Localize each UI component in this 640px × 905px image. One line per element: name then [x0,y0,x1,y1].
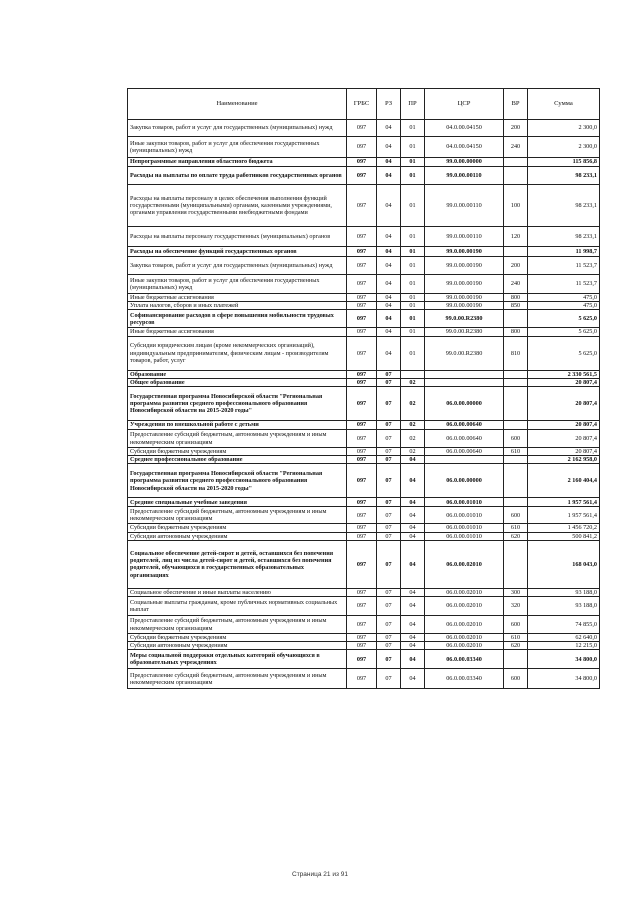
cell-csr: 99.0.00.R2380 [425,328,504,336]
cell-sum: 20 807,4 [528,421,600,430]
cell-vr: 600 [504,507,528,524]
cell-vr [504,378,528,386]
cell-pr: 01 [401,275,425,294]
cell-pr: 01 [401,328,425,336]
cell-sum: 5 625,0 [528,328,600,336]
cell-vr [504,310,528,328]
cell-rz: 07 [377,370,401,378]
cell-rz: 04 [377,158,401,167]
cell-grbs: 097 [347,310,377,328]
cell-vr: 800 [504,328,528,336]
cell-rz: 07 [377,642,401,650]
cell-pr [401,370,425,378]
cell-grbs: 097 [347,294,377,302]
cell-name: Государственная программа Новосибирской области "Региональная программа развития среднего профессионального образования Новосибирской области на 2015-2020 годы" [128,387,347,421]
cell-name: Субсидии юридическим лицам (кроме некоммерческих организаций), индивидуальным предпринимателям, физическим лицам - производителям товаров, работ, услуг [128,336,347,370]
cell-name: Образование [128,370,347,378]
cell-name: Расходы на выплаты по оплате труда работников государственных органов [128,167,347,185]
cell-sum: 2 162 958,0 [528,456,600,464]
cell-csr [425,370,504,378]
cell-name: Субсидии бюджетным учреждениям [128,634,347,642]
cell-sum: 11 523,7 [528,257,600,275]
cell-pr: 01 [401,310,425,328]
cell-rz: 04 [377,120,401,137]
table-row [128,669,600,689]
cell-csr: 04.0.00.04150 [425,120,504,137]
table-row [128,642,600,650]
cell-name: Среднее профессиональное образование [128,456,347,464]
cell-sum: 168 043,0 [528,540,600,588]
cell-name: Общее образование [128,378,347,386]
cell-vr: 620 [504,532,528,540]
cell-rz: 07 [377,532,401,540]
cell-pr: 01 [401,185,425,227]
cell-name: Закупка товаров, работ и услуг для государственных (муниципальных) нужд [128,257,347,275]
cell-grbs: 097 [347,430,377,448]
table-row [128,336,600,370]
cell-csr: 06.0.00.01010 [425,532,504,540]
cell-csr: 06.0.00.00640 [425,448,504,456]
cell-pr: 02 [401,430,425,448]
cell-vr: 320 [504,597,528,616]
cell-grbs: 097 [347,328,377,336]
cell-rz: 04 [377,302,401,310]
cell-pr: 01 [401,294,425,302]
table-row [128,507,600,524]
table-row [128,120,600,137]
cell-grbs: 097 [347,540,377,588]
cell-sum: 98 233,1 [528,167,600,185]
cell-rz: 04 [377,275,401,294]
cell-pr: 02 [401,387,425,421]
cell-csr: 06.0.00.02010 [425,616,504,634]
cell-sum: 500 841,2 [528,532,600,540]
cell-name: Закупка товаров, работ и услуг для государственных (муниципальных) нужд [128,120,347,137]
cell-grbs: 097 [347,387,377,421]
cell-sum: 1 456 720,2 [528,524,600,532]
cell-vr [504,540,528,588]
cell-pr: 01 [401,167,425,185]
cell-pr: 01 [401,257,425,275]
cell-pr: 04 [401,456,425,464]
cell-name: Уплата налогов, сборов и иных платежей [128,302,347,310]
cell-csr: 99.0.00.00190 [425,257,504,275]
cell-vr: 610 [504,634,528,642]
cell-pr: 04 [401,634,425,642]
cell-vr: 850 [504,302,528,310]
cell-name: Средние специальные учебные заведения [128,498,347,507]
cell-name: Расходы на выплаты персоналу в целях обеспечения выполнения функций государственными (муниципальными) органами, казенными учреждениями, органами управления государственными внебюджетными фондами [128,185,347,227]
cell-csr: 06.0.00.00000 [425,464,504,498]
cell-grbs: 097 [347,167,377,185]
cell-pr: 01 [401,120,425,137]
table-row [128,498,600,507]
col-header-name: Наименование [128,89,347,120]
cell-rz: 04 [377,137,401,158]
cell-sum: 115 856,8 [528,158,600,167]
cell-sum: 98 233,1 [528,227,600,247]
cell-pr: 04 [401,642,425,650]
cell-vr [504,167,528,185]
cell-rz: 07 [377,597,401,616]
table-row [128,464,600,498]
cell-vr: 800 [504,294,528,302]
col-header-vr: ВР [504,89,528,120]
cell-rz: 04 [377,185,401,227]
cell-vr: 240 [504,275,528,294]
cell-sum: 11 998,7 [528,247,600,257]
cell-vr: 600 [504,616,528,634]
cell-csr: 99.0.00.00110 [425,227,504,247]
cell-sum: 20 807,4 [528,430,600,448]
cell-pr: 04 [401,507,425,524]
cell-csr: 99.0.00.R2380 [425,310,504,328]
cell-sum: 1 957 561,4 [528,507,600,524]
col-header-grbs: ГРБС [347,89,377,120]
table-row [128,302,600,310]
table-header-row [128,89,600,120]
cell-rz: 07 [377,507,401,524]
table-row [128,387,600,421]
cell-pr: 04 [401,464,425,498]
table-row [128,588,600,596]
cell-csr: 99.0.00.00190 [425,294,504,302]
cell-grbs: 097 [347,456,377,464]
cell-grbs: 097 [347,247,377,257]
cell-csr: 99.0.00.00110 [425,185,504,227]
cell-name: Расходы на выплаты персоналу государственных (муниципальных) органов [128,227,347,247]
cell-name: Субсидии бюджетным учреждениям [128,448,347,456]
cell-sum: 1 957 561,4 [528,498,600,507]
table-row [128,430,600,448]
cell-rz: 07 [377,616,401,634]
cell-name: Иные закупки товаров, работ и услуг для обеспечения государственных (муниципальных) нужд [128,275,347,294]
cell-name: Социальное обеспечение детей-сирот и детей, оставшихся без попечения родителей, лиц из числа детей-сирот и детей, оставшихся без попечения родителей, обучающихся в государственных образовательных организациях [128,540,347,588]
table-row [128,275,600,294]
table-row [128,634,600,642]
cell-sum: 5 625,0 [528,310,600,328]
cell-csr: 99.0.00.00190 [425,247,504,257]
col-header-sum: Сумма [528,89,600,120]
cell-rz: 07 [377,464,401,498]
cell-csr: 06.0.00.02010 [425,634,504,642]
cell-grbs: 097 [347,120,377,137]
cell-csr: 99.0.00.00000 [425,158,504,167]
cell-grbs: 097 [347,421,377,430]
table-row [128,257,600,275]
cell-name: Иные бюджетные ассигнования [128,294,347,302]
cell-pr: 04 [401,524,425,532]
cell-rz: 07 [377,524,401,532]
cell-csr: 06.0.00.02010 [425,642,504,650]
cell-sum: 475,0 [528,294,600,302]
cell-name: Субсидии бюджетным учреждениям [128,524,347,532]
cell-sum: 11 523,7 [528,275,600,294]
cell-csr: 06.0.00.03340 [425,650,504,669]
cell-rz: 07 [377,540,401,588]
cell-name: Предоставление субсидий бюджетным, автономным учреждениям и иным некоммерческим организациям [128,430,347,448]
cell-grbs: 097 [347,642,377,650]
cell-vr: 120 [504,227,528,247]
cell-vr [504,158,528,167]
table-row [128,421,600,430]
cell-name: Субсидии автономным учреждениям [128,532,347,540]
cell-csr [425,456,504,464]
cell-sum: 98 233,1 [528,185,600,227]
cell-vr [504,421,528,430]
cell-sum: 20 807,4 [528,448,600,456]
cell-name: Предоставление субсидий бюджетным, автономным учреждениям и иным некоммерческим организациям [128,616,347,634]
cell-csr: 06.0.00.02010 [425,540,504,588]
cell-pr: 04 [401,588,425,596]
table-row [128,650,600,669]
table-row [128,247,600,257]
cell-pr: 01 [401,158,425,167]
cell-grbs: 097 [347,302,377,310]
cell-vr: 600 [504,430,528,448]
cell-rz: 04 [377,227,401,247]
table-row [128,294,600,302]
cell-vr: 240 [504,137,528,158]
cell-rz: 07 [377,448,401,456]
cell-grbs: 097 [347,336,377,370]
cell-rz: 04 [377,328,401,336]
cell-grbs: 097 [347,634,377,642]
table-row [128,597,600,616]
cell-name: Социальные выплаты гражданам, кроме публичных нормативных социальных выплат [128,597,347,616]
cell-name: Непрограммные направления областного бюджета [128,158,347,167]
cell-vr: 600 [504,669,528,689]
table-row [128,378,600,386]
cell-pr: 02 [401,421,425,430]
cell-rz: 04 [377,247,401,257]
cell-grbs: 097 [347,257,377,275]
cell-rz: 07 [377,421,401,430]
cell-rz: 04 [377,294,401,302]
table-row [128,167,600,185]
cell-vr: 810 [504,336,528,370]
table-row [128,185,600,227]
cell-name: Субсидии автономным учреждениям [128,642,347,650]
cell-vr [504,650,528,669]
cell-name: Учреждения по внешкольной работе с детьми [128,421,347,430]
table-row [128,524,600,532]
cell-csr: 06.0.00.03340 [425,669,504,689]
cell-sum: 62 640,0 [528,634,600,642]
cell-sum: 20 807,4 [528,378,600,386]
cell-vr [504,387,528,421]
cell-grbs: 097 [347,227,377,247]
cell-name: Расходы на обеспечение функций государственных органов [128,247,347,257]
cell-csr: 06.0.00.02010 [425,588,504,596]
cell-csr: 04.0.00.04150 [425,137,504,158]
cell-sum: 12 215,0 [528,642,600,650]
cell-grbs: 097 [347,650,377,669]
cell-sum: 2 300,0 [528,137,600,158]
cell-vr [504,247,528,257]
cell-name: Софинансирование расходов в сфере повышения мобильности трудовых ресурсов [128,310,347,328]
cell-rz: 04 [377,336,401,370]
cell-vr: 620 [504,642,528,650]
cell-rz: 04 [377,310,401,328]
table-row [128,456,600,464]
cell-rz: 07 [377,650,401,669]
cell-csr [425,378,504,386]
cell-grbs: 097 [347,532,377,540]
cell-name: Государственная программа Новосибирской области "Региональная программа развития среднего профессионального образования Новосибирской области на 2015-2020 годы" [128,464,347,498]
cell-rz: 07 [377,378,401,386]
cell-pr: 01 [401,137,425,158]
budget-table [127,88,600,689]
cell-grbs: 097 [347,158,377,167]
cell-pr: 01 [401,336,425,370]
cell-vr [504,464,528,498]
table-row [128,370,600,378]
cell-pr: 01 [401,227,425,247]
cell-grbs: 097 [347,464,377,498]
cell-name: Социальное обеспечение и иные выплаты населению [128,588,347,596]
cell-csr: 06.0.00.00640 [425,421,504,430]
cell-vr: 200 [504,120,528,137]
cell-rz: 07 [377,387,401,421]
cell-grbs: 097 [347,669,377,689]
col-header-rz: РЗ [377,89,401,120]
cell-pr: 04 [401,540,425,588]
cell-csr: 99.0.00.00110 [425,167,504,185]
cell-sum: 20 807,4 [528,387,600,421]
table-row [128,328,600,336]
cell-csr: 99.0.00.00190 [425,302,504,310]
cell-name: Иные закупки товаров, работ и услуг для обеспечения государственных (муниципальных) нужд [128,137,347,158]
cell-csr: 06.0.00.00640 [425,430,504,448]
cell-rz: 04 [377,167,401,185]
cell-vr [504,370,528,378]
cell-sum: 74 855,0 [528,616,600,634]
table-row [128,616,600,634]
cell-pr: 01 [401,247,425,257]
cell-pr: 04 [401,498,425,507]
cell-vr: 610 [504,524,528,532]
cell-rz: 07 [377,634,401,642]
cell-rz: 07 [377,430,401,448]
cell-pr: 02 [401,448,425,456]
cell-vr: 100 [504,185,528,227]
cell-pr: 01 [401,302,425,310]
cell-grbs: 097 [347,507,377,524]
cell-pr: 04 [401,616,425,634]
cell-grbs: 097 [347,588,377,596]
table-row [128,227,600,247]
cell-vr [504,498,528,507]
cell-csr: 06.0.00.02010 [425,597,504,616]
cell-rz: 04 [377,257,401,275]
cell-csr: 06.0.00.01010 [425,498,504,507]
cell-vr [504,456,528,464]
table-row [128,310,600,328]
col-header-csr: ЦСР [425,89,504,120]
cell-sum: 2 160 404,4 [528,464,600,498]
cell-csr: 06.0.00.00000 [425,387,504,421]
cell-grbs: 097 [347,448,377,456]
cell-pr: 04 [401,669,425,689]
cell-grbs: 097 [347,370,377,378]
cell-grbs: 097 [347,616,377,634]
cell-pr: 02 [401,378,425,386]
cell-sum: 2 330 561,5 [528,370,600,378]
cell-grbs: 097 [347,275,377,294]
cell-name: Меры социальной поддержки отдельных категорий обучающихся в образовательных учреждениях [128,650,347,669]
cell-pr: 04 [401,650,425,669]
cell-sum: 475,0 [528,302,600,310]
table-row [128,532,600,540]
cell-pr: 04 [401,532,425,540]
cell-vr: 200 [504,257,528,275]
cell-grbs: 097 [347,185,377,227]
cell-grbs: 097 [347,524,377,532]
cell-csr: 06.0.00.01010 [425,524,504,532]
table-row [128,540,600,588]
cell-rz: 07 [377,588,401,596]
cell-csr: 06.0.00.01010 [425,507,504,524]
cell-csr: 99.0.00.R2380 [425,336,504,370]
cell-sum: 34 800,0 [528,650,600,669]
cell-name: Предоставление субсидий бюджетным, автономным учреждениям и иным некоммерческим организациям [128,669,347,689]
table-row [128,448,600,456]
cell-sum: 2 300,0 [528,120,600,137]
cell-csr: 99.0.00.00190 [425,275,504,294]
cell-name: Иные бюджетные ассигнования [128,328,347,336]
page-number: Страница 21 из 91 [292,871,348,878]
cell-grbs: 097 [347,597,377,616]
table-body [128,120,600,689]
cell-grbs: 097 [347,137,377,158]
cell-name: Предоставление субсидий бюджетным, автономным учреждениям и иным некоммерческим организациям [128,507,347,524]
cell-pr: 04 [401,597,425,616]
cell-rz: 07 [377,669,401,689]
cell-sum: 93 188,0 [528,597,600,616]
cell-sum: 93 188,0 [528,588,600,596]
col-header-pr: ПР [401,89,425,120]
cell-vr: 610 [504,448,528,456]
cell-rz: 07 [377,456,401,464]
table-row [128,158,600,167]
cell-grbs: 097 [347,498,377,507]
cell-sum: 5 625,0 [528,336,600,370]
cell-rz: 07 [377,498,401,507]
cell-vr: 300 [504,588,528,596]
table-row [128,137,600,158]
cell-sum: 34 800,0 [528,669,600,689]
cell-grbs: 097 [347,378,377,386]
